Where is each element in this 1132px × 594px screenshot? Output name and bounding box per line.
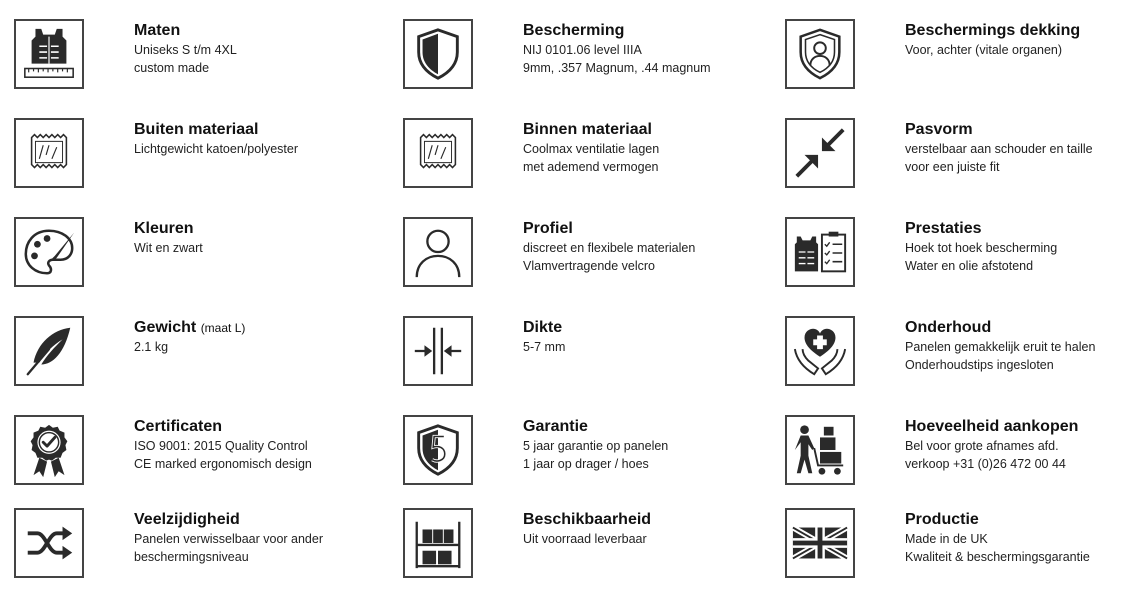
feature-line: beschermingsniveau <box>134 550 249 564</box>
feature-dikte <box>403 316 763 396</box>
hand-truck-icon <box>785 415 855 485</box>
feature-prestaties <box>785 217 1132 297</box>
feature-kleuren <box>14 217 374 297</box>
feature-line: Vlamvertragende velcro <box>523 259 656 273</box>
compress-arrows-icon <box>785 118 855 188</box>
vest-checklist-icon <box>785 217 855 287</box>
feature-title: Profiel <box>523 220 573 237</box>
palette-icon <box>14 217 84 287</box>
feature-line: Hoek tot hoek bescherming <box>905 241 1058 255</box>
feature-line: custom made <box>134 61 210 75</box>
feature-line: Coolmax ventilatie lagen <box>523 142 660 156</box>
person-outline-icon <box>403 217 473 287</box>
feature-certificaten <box>14 415 374 495</box>
feature-title: Binnen materiaal <box>523 121 652 138</box>
feature-line: Panelen gemakkelijk eruit te halen <box>905 340 1096 354</box>
feature-maten <box>14 19 374 99</box>
feature-line: Voor, achter (vitale organen) <box>905 43 1063 57</box>
feature-title: Certificaten <box>134 418 223 435</box>
fabric-icon <box>14 118 84 188</box>
feature-line: verkoop +31 (0)26 472 00 44 <box>905 457 1066 471</box>
feature-line: Kwaliteit & beschermingsgarantie <box>905 550 1090 564</box>
feature-line: discreet en flexibele materialen <box>523 241 696 255</box>
feature-line: Wit en zwart <box>134 241 203 255</box>
warehouse-shelf-icon <box>403 508 473 578</box>
feature-title: Veelzijdigheid <box>134 511 240 528</box>
feature-line: CE marked ergonomisch design <box>134 457 312 471</box>
feature-onderhoud <box>785 316 1132 396</box>
fabric-icon <box>403 118 473 188</box>
feature-title: Gewicht <box>134 319 197 336</box>
thickness-icon <box>403 316 473 386</box>
feature-title: Garantie <box>523 418 588 435</box>
feature-line: 5 jaar garantie op panelen <box>523 439 669 453</box>
feature-bescherming <box>403 19 763 99</box>
certificate-badge-icon <box>14 415 84 485</box>
feature-line: ISO 9001: 2015 Quality Control <box>134 439 308 453</box>
feature-buiten-materiaal <box>14 118 374 198</box>
shield-person-icon <box>785 19 855 89</box>
feature-beschikbaarheid <box>403 508 763 588</box>
feature-gewicht <box>14 316 374 396</box>
uk-flag-icon <box>785 508 855 578</box>
feature-garantie <box>403 415 763 495</box>
feature-title: Hoeveelheid aankopen <box>905 418 1079 435</box>
vest-measure-icon <box>14 19 84 89</box>
feature-profiel <box>403 217 763 297</box>
feather-icon <box>14 316 84 386</box>
feature-line: Onderhoudstips ingesloten <box>905 358 1054 372</box>
feature-line: 5-7 mm <box>523 340 566 354</box>
feature-title: Dikte <box>523 319 563 336</box>
feature-title: Productie <box>905 511 979 528</box>
feature-line: Lichtgewicht katoen/polyester <box>134 142 298 156</box>
feature-title: Beschikbaarheid <box>523 511 652 528</box>
feature-line: Bel voor grote afnames afd. <box>905 439 1059 453</box>
feature-line: Uniseks S t/m 4XL <box>134 43 237 57</box>
feature-beschermings-dekking <box>785 19 1132 99</box>
feature-title: Bescherming <box>523 22 625 39</box>
feature-productie <box>785 508 1132 588</box>
feature-line: voor een juiste fit <box>905 160 1000 174</box>
feature-line: 2.1 kg <box>134 340 169 354</box>
feature-binnen-materiaal <box>403 118 763 198</box>
feature-title: Buiten materiaal <box>134 121 259 138</box>
feature-title: Pasvorm <box>905 121 973 138</box>
feature-line: Uit voorraad leverbaar <box>523 532 647 546</box>
feature-veelzijdigheid <box>14 508 374 588</box>
feature-title: Prestaties <box>905 220 982 237</box>
shield-icon <box>403 19 473 89</box>
feature-line: verstelbaar aan schouder en taille <box>905 142 1093 156</box>
feature-line: Made in de UK <box>905 532 988 546</box>
feature-title: Onderhoud <box>905 319 992 336</box>
feature-pasvorm <box>785 118 1132 198</box>
feature-line: met ademend vermogen <box>523 160 659 174</box>
feature-line: Panelen verwisselbaar voor ander <box>134 532 323 546</box>
feature-title: Beschermings dekking <box>905 22 1081 39</box>
feature-title: Maten <box>134 22 181 39</box>
shuffle-icon <box>14 508 84 578</box>
feature-line: NIJ 0101.06 level IIIA <box>523 43 642 57</box>
feature-title: Kleuren <box>134 220 194 237</box>
feature-line: 1 jaar op drager / hoes <box>523 457 649 471</box>
shield-five-icon <box>403 415 473 485</box>
feature-hoeveelheid <box>785 415 1132 495</box>
feature-line: 9mm, .357 Magnum, .44 magnum <box>523 61 711 75</box>
hands-heart-icon <box>785 316 855 386</box>
feature-line: Water en olie afstotend <box>905 259 1034 273</box>
feature-title-note: (maat L) <box>200 321 246 335</box>
